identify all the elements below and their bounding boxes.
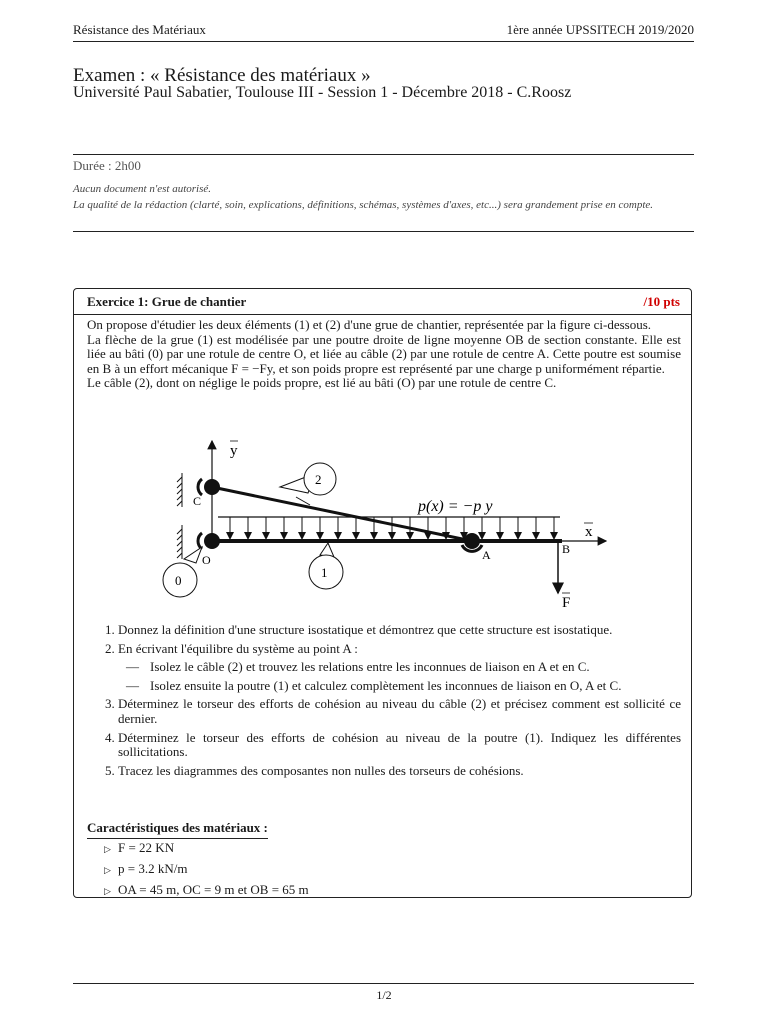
question-item xyxy=(118,642,681,694)
hinge-c-bracket xyxy=(198,479,202,495)
subquestion-item: — Isolez ensuite la poutre (1) et calculez complètement les inconnues de liaison en O, A et C. xyxy=(146,679,681,694)
intro-paragraph: Le câble (2), dont on néglige le poids propre, est lié au bâti (O) par une rotule de centre C. xyxy=(87,375,557,391)
load-label: p(x) = −p y xyxy=(418,498,493,515)
hinge-o-bracket xyxy=(198,533,202,549)
subquestion-item: — Isolez le câble (2) et trouvez les relations entre les inconnues de liaison en A et en C. xyxy=(146,660,681,675)
characteristic-item: ▷ F = 22 KN xyxy=(104,838,309,859)
footer-rule xyxy=(73,983,694,984)
divider xyxy=(73,154,694,155)
tag-0-label: 0 xyxy=(175,573,182,588)
question-item: 3. Déterminez le torseur des efforts de cohésion au niveau du câble (2) et précisez comment est sollicité ce dernier. xyxy=(118,697,681,726)
x-axis-label: x xyxy=(585,524,593,540)
point-c-label: C xyxy=(193,494,202,508)
exam-title: Examen : « Résistance des matériaux » xyxy=(73,65,371,86)
exam-notes xyxy=(73,181,694,213)
characteristic-item: ▷ OA = 45 m, OC = 9 m et OB = 65 m xyxy=(104,880,309,901)
force-f-label: F xyxy=(562,595,571,611)
page-number: 1/2 xyxy=(376,988,392,1002)
point-a-label: A xyxy=(482,548,491,562)
crane-figure xyxy=(160,435,620,615)
intro-paragraph: La flèche de la grue (1) est modélisée par une poutre droite de ligne moyenne OB de section constante. Elle est liée au bâti (0) par une rotule de centre O, et liée au câble (2) par une rotule de centre A. Cette poutre est soumise en B à un effort mécanique F = −Fy, et son poids propre est représenté par une charge p uniformément répartie. xyxy=(87,331,681,376)
triangle-bullet-icon: ▷ xyxy=(104,844,111,854)
question-text: En écrivant l'équilibre du système au point A : xyxy=(118,640,358,656)
characteristics-title: Caractéristiques des matériaux : xyxy=(87,820,268,839)
exam-subtitle: Université Paul Sabatier, Toulouse III - Session 1 - Décembre 2018 - C.Roosz xyxy=(73,84,572,101)
exercise-points: /10 pts xyxy=(643,294,680,309)
header-course-title: Résistance des Matériaux xyxy=(73,22,206,37)
hinge-a xyxy=(464,533,480,549)
characteristics-list xyxy=(104,838,309,901)
question-item: 4. Déterminez le torseur des efforts de cohésion au niveau de la poutre (1). Indiquez les différentes sollicitations. xyxy=(118,731,681,760)
point-o-label: O xyxy=(202,553,211,567)
hinge-o xyxy=(204,533,220,549)
wall-support-bottom xyxy=(177,525,182,559)
question-item: 1. Donnez la définition d'une structure isostatique et démontrez que cette structure est isostatique. xyxy=(118,623,681,638)
load-arrows xyxy=(230,517,554,539)
note-line: Aucun document n'est autorisé. xyxy=(73,183,211,195)
triangle-bullet-icon: ▷ xyxy=(104,865,111,875)
y-axis-label: y xyxy=(230,443,238,459)
exercise-title-rule xyxy=(73,314,692,315)
triangle-bullet-icon: ▷ xyxy=(104,886,111,896)
intro-paragraph: On propose d'étudier les deux éléments (1) et (2) d'une grue de chantier, représentée par la figure ci-dessous. xyxy=(87,317,652,332)
tag-1-label: 1 xyxy=(321,565,328,580)
point-b-label: B xyxy=(562,542,571,556)
hinge-c xyxy=(204,479,220,495)
exam-duration: Durée : 2h00 xyxy=(73,158,141,173)
exercise-intro xyxy=(87,318,681,391)
divider xyxy=(73,231,694,232)
wall-support-top xyxy=(177,473,182,507)
exercise-title: Exercice 1: Grue de chantier xyxy=(87,294,247,309)
header-year: 1ère année UPSSITECH 2019/2020 xyxy=(506,22,694,37)
header-rule xyxy=(73,41,694,42)
question-item: 5. Tracez les diagrammes des composantes non nulles des torseurs de cohésions. xyxy=(118,764,681,779)
tag-0-pointer xyxy=(184,547,202,563)
note-line: La qualité de la rédaction (clarté, soin, explications, définitions, schémas, systèmes d'axes, etc...) sera grandement prise en compte. xyxy=(73,199,654,211)
characteristic-item: ▷ p = 3.2 kN/m xyxy=(104,859,309,880)
tag-2-label: 2 xyxy=(315,472,322,487)
questions-list xyxy=(87,623,681,782)
